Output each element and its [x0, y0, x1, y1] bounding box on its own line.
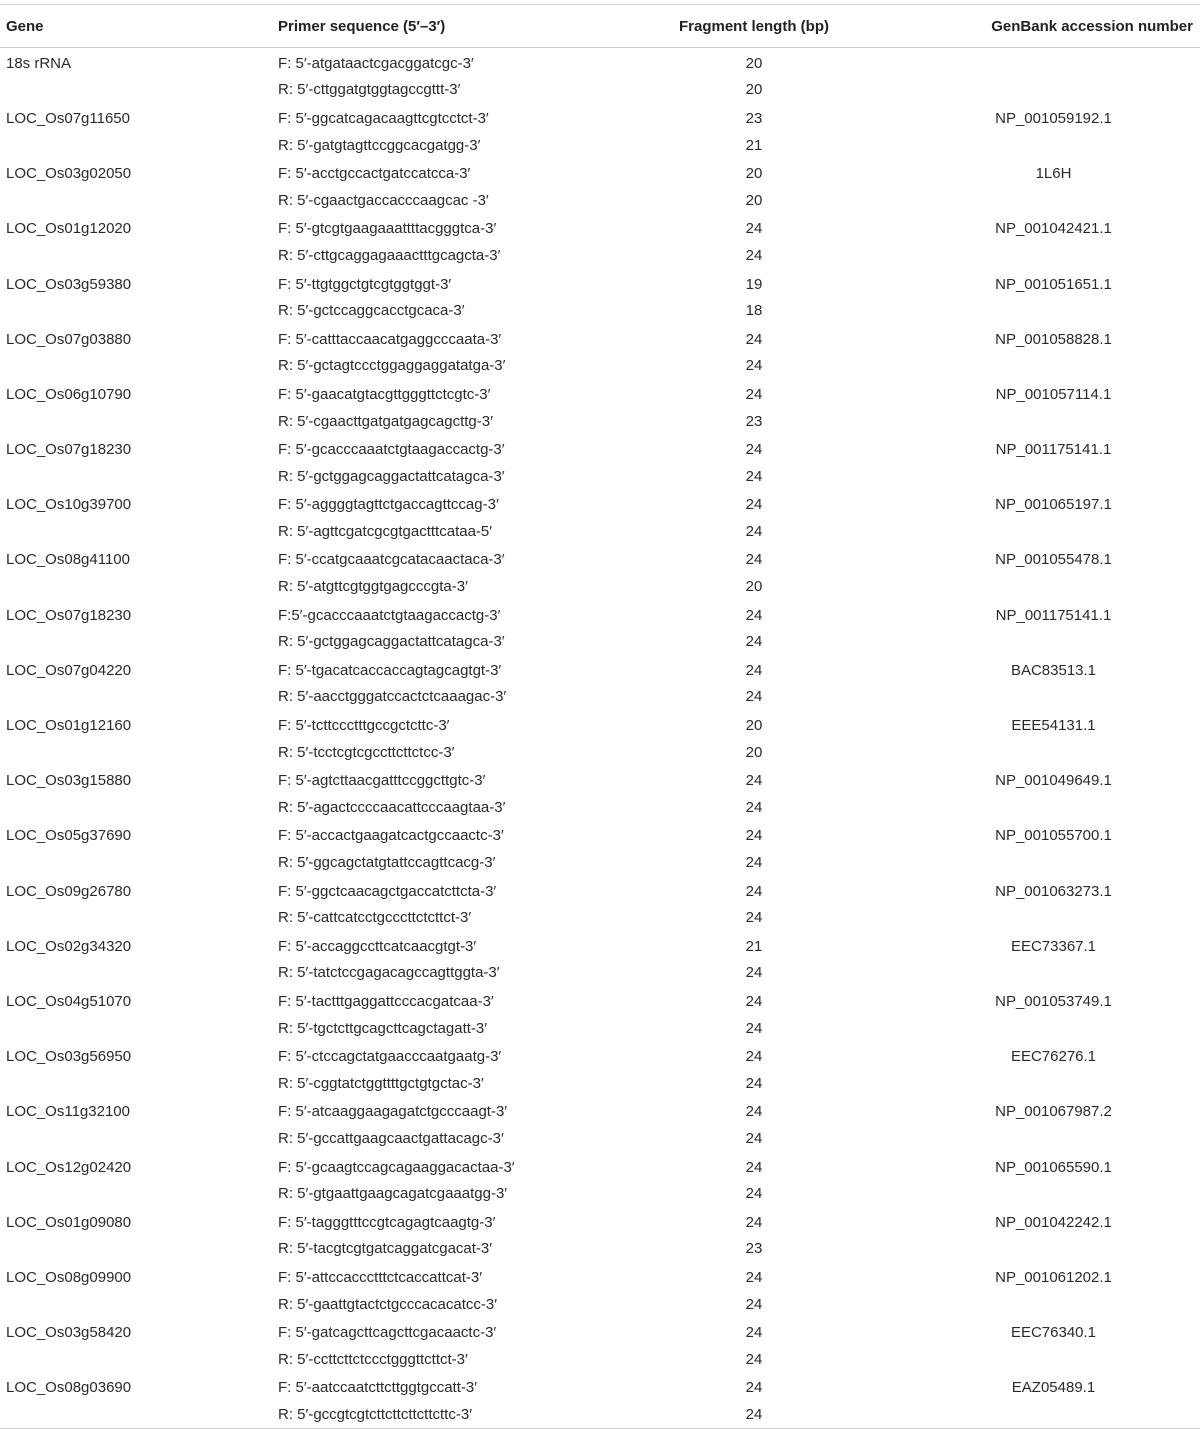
reverse-fragment-length: 20 — [745, 743, 763, 761]
reverse-fragment-length: 20 — [745, 191, 763, 209]
table-row — [0, 960, 1200, 987]
table-row — [0, 463, 1200, 490]
table-row — [0, 545, 1200, 574]
genbank-accession-empty — [863, 1291, 1200, 1318]
gene-name: LOC_Os12g02420 — [6, 1158, 132, 1176]
genbank-accession — [863, 48, 1200, 77]
gene-name-empty — [0, 684, 272, 711]
reverse-primer: R: 5′-cgaacttgatgatgagcagcttg-3′ — [278, 412, 493, 430]
table-row — [0, 490, 1200, 519]
genbank-accession: EEC76276.1 — [1010, 1048, 1097, 1066]
table-row — [0, 1291, 1200, 1318]
table-row — [0, 1070, 1200, 1097]
reverse-primer: R: 5′-gtgaattgaagcagatcgaaatgg-3′ — [278, 1185, 508, 1203]
reverse-fragment-length: 24 — [745, 909, 763, 927]
table-row — [0, 434, 1200, 463]
forward-primer: F: 5′-atgataactcgacggatcgc-3′ — [278, 54, 474, 72]
table-row — [0, 1152, 1200, 1181]
table-row — [0, 297, 1200, 324]
reverse-primer: R: 5′-agttcgatcgcgtgactttcataa-5′ — [278, 522, 493, 540]
gene-name-empty — [0, 1015, 272, 1042]
gene-name-empty — [0, 132, 272, 159]
forward-primer: F: 5′-gcacccaaatctgtaagaccactg-3′ — [278, 441, 505, 459]
forward-primer: F: 5′-ctccagctatgaacccaatgaatg-3′ — [278, 1048, 502, 1066]
forward-primer: F: 5′-ccatgcaaatcgcatacaactaca-3′ — [278, 551, 505, 569]
gene-name-empty — [0, 518, 272, 545]
table-row — [0, 214, 1200, 243]
table-row — [0, 739, 1200, 766]
genbank-accession-empty — [863, 573, 1200, 600]
forward-primer: F: 5′-attccaccctttctcaccattcat-3′ — [278, 1268, 483, 1286]
header-row — [0, 5, 1200, 48]
reverse-fragment-length: 20 — [745, 81, 763, 99]
forward-fragment-length: 20 — [745, 54, 763, 72]
reverse-fragment-length: 24 — [745, 1019, 763, 1037]
forward-fragment-length: 24 — [745, 1048, 763, 1066]
forward-fragment-length: 24 — [745, 385, 763, 403]
reverse-fragment-length: 23 — [745, 412, 763, 430]
forward-primer: F: 5′-catttaccaacatgaggcccaata-3′ — [278, 330, 502, 348]
table-row — [0, 931, 1200, 960]
forward-primer: F: 5′-accactgaagatcactgccaactc-3′ — [278, 827, 504, 845]
genbank-accession: NP_001049649.1 — [995, 772, 1112, 790]
reverse-fragment-length: 24 — [745, 522, 763, 540]
forward-fragment-length: 24 — [745, 661, 763, 679]
forward-fragment-length: 24 — [745, 1103, 763, 1121]
forward-primer: F: 5′-tagggtttccgtcagagtcaagtg-3′ — [278, 1213, 496, 1231]
forward-fragment-length: 24 — [745, 1268, 763, 1286]
table-row — [0, 573, 1200, 600]
table-row — [0, 408, 1200, 435]
gene-name: 18s rRNA — [6, 54, 72, 72]
forward-fragment-length: 24 — [745, 330, 763, 348]
forward-fragment-length: 20 — [745, 717, 763, 735]
header-fragment-length: Fragment length (bp) — [645, 5, 863, 48]
table-row — [0, 353, 1200, 380]
gene-name-empty — [0, 849, 272, 876]
table-header — [0, 5, 1200, 48]
table-row — [0, 821, 1200, 850]
table-row — [0, 986, 1200, 1015]
reverse-fragment-length: 24 — [745, 1185, 763, 1203]
header-genbank-accession: GenBank accession number — [863, 5, 1200, 48]
forward-fragment-length: 24 — [745, 1324, 763, 1342]
reverse-fragment-length: 21 — [745, 136, 763, 154]
genbank-accession: NP_001058828.1 — [995, 330, 1112, 348]
genbank-accession-empty — [863, 242, 1200, 269]
reverse-fragment-length: 24 — [745, 246, 763, 264]
table-row — [0, 48, 1200, 77]
reverse-fragment-length: 24 — [745, 1350, 763, 1368]
table-row — [0, 518, 1200, 545]
genbank-accession: NP_001067987.2 — [995, 1103, 1112, 1121]
genbank-accession: NP_001055478.1 — [995, 551, 1112, 569]
gene-name-empty — [0, 1401, 272, 1428]
reverse-fragment-length: 24 — [745, 1295, 763, 1313]
forward-primer: F: 5′-gtcgtgaagaaattttacgggtca-3′ — [278, 220, 497, 238]
gene-name: LOC_Os07g11650 — [6, 109, 130, 127]
gene-name: LOC_Os02g34320 — [6, 937, 132, 955]
reverse-primer: R: 5′-cttgcaggagaaactttgcagcta-3′ — [278, 246, 501, 264]
forward-fragment-length: 24 — [745, 772, 763, 790]
reverse-primer: R: 5′-gctagtccctggaggaggatatga-3′ — [278, 357, 506, 375]
genbank-accession: NP_001053749.1 — [995, 992, 1112, 1010]
forward-fragment-length: 21 — [745, 937, 763, 955]
reverse-primer: R: 5′-gccattgaagcaactgattacagc-3′ — [278, 1129, 504, 1147]
gene-name: LOC_Os03g02050 — [6, 165, 132, 183]
table-row — [0, 242, 1200, 269]
gene-name: LOC_Os08g09900 — [6, 1268, 132, 1286]
gene-name-empty — [0, 573, 272, 600]
reverse-primer: R: 5′-gctggagcaggactattcatagca-3′ — [278, 467, 505, 485]
gene-name-empty — [0, 1070, 272, 1097]
genbank-accession-empty — [863, 1180, 1200, 1207]
reverse-primer: R: 5′-tgctcttgcagcttcagctagatt-3′ — [278, 1019, 488, 1037]
genbank-accession-empty — [863, 518, 1200, 545]
forward-fragment-length: 24 — [745, 551, 763, 569]
forward-primer: F: 5′-ggctcaacagctgaccatcttcta-3′ — [278, 882, 497, 900]
table-row — [0, 1125, 1200, 1152]
forward-primer: F: 5′-acctgccactgatccatcca-3′ — [278, 165, 471, 183]
table-row — [0, 849, 1200, 876]
forward-primer: F: 5′-tcttccctttgccgctcttc-3′ — [278, 717, 450, 735]
primer-table — [0, 4, 1200, 1429]
table-row — [0, 1015, 1200, 1042]
genbank-accession: EAZ05489.1 — [1011, 1379, 1096, 1397]
gene-name-empty — [0, 463, 272, 490]
gene-name: LOC_Os07g18230 — [6, 606, 132, 624]
gene-name-empty — [0, 960, 272, 987]
table-row — [0, 904, 1200, 931]
forward-fragment-length: 24 — [745, 827, 763, 845]
gene-name: LOC_Os01g12020 — [6, 220, 132, 238]
table-row — [0, 1373, 1200, 1402]
genbank-accession: NP_001051651.1 — [995, 275, 1112, 293]
genbank-accession-empty — [863, 1015, 1200, 1042]
table-row — [0, 1097, 1200, 1126]
table-row — [0, 77, 1200, 104]
table-row — [0, 1317, 1200, 1346]
gene-name-empty — [0, 739, 272, 766]
reverse-primer: R: 5′-gctggagcaggactattcatagca-3′ — [278, 633, 505, 651]
table-row — [0, 655, 1200, 684]
forward-fragment-length: 20 — [745, 165, 763, 183]
genbank-accession-empty — [863, 297, 1200, 324]
genbank-accession-empty — [863, 1346, 1200, 1373]
forward-fragment-length: 19 — [745, 275, 763, 293]
gene-name-empty — [0, 628, 272, 655]
forward-primer: F: 5′-tactttgaggattcccacgatcaa-3′ — [278, 992, 494, 1010]
reverse-fragment-length: 24 — [745, 688, 763, 706]
genbank-accession-empty — [863, 132, 1200, 159]
genbank-accession-empty — [863, 353, 1200, 380]
genbank-accession: NP_001059192.1 — [995, 109, 1112, 127]
genbank-accession-empty — [863, 904, 1200, 931]
genbank-accession: NP_001065197.1 — [995, 496, 1112, 514]
gene-name-empty — [0, 408, 272, 435]
table-row — [0, 132, 1200, 159]
reverse-fragment-length: 24 — [745, 1074, 763, 1092]
gene-name: LOC_Os08g41100 — [6, 551, 130, 569]
reverse-primer: R: 5′-aacctgggatccactctcaaagac-3′ — [278, 688, 507, 706]
genbank-accession: NP_001065590.1 — [995, 1158, 1112, 1176]
forward-primer: F: 5′-tgacatcaccaccagtagcagtgt-3′ — [278, 661, 502, 679]
genbank-accession: EEC73367.1 — [1010, 937, 1097, 955]
reverse-fragment-length: 24 — [745, 798, 763, 816]
forward-primer: F: 5′-aatccaatcttcttggtgccatt-3′ — [278, 1379, 478, 1397]
gene-name: LOC_Os03g58420 — [6, 1324, 132, 1342]
genbank-accession-empty — [863, 1125, 1200, 1152]
gene-name: LOC_Os08g03690 — [6, 1379, 132, 1397]
table-row — [0, 710, 1200, 739]
genbank-accession-empty — [863, 849, 1200, 876]
genbank-accession: EEC76340.1 — [1010, 1324, 1097, 1342]
table-row — [0, 1346, 1200, 1373]
gene-name-empty — [0, 77, 272, 104]
reverse-primer: R: 5′-cttggatgtggtagccgttt-3′ — [278, 81, 461, 99]
table-row — [0, 1207, 1200, 1236]
reverse-primer: R: 5′-ggcagctatgtattccagttcacg-3′ — [278, 854, 496, 872]
genbank-accession-empty — [863, 1401, 1200, 1428]
forward-fragment-length: 24 — [745, 882, 763, 900]
gene-name: LOC_Os03g56950 — [6, 1048, 132, 1066]
forward-fragment-length: 24 — [745, 441, 763, 459]
gene-name: LOC_Os01g12160 — [6, 717, 132, 735]
gene-name: LOC_Os03g59380 — [6, 275, 132, 293]
genbank-accession-empty — [863, 77, 1200, 104]
forward-fragment-length: 24 — [745, 1158, 763, 1176]
forward-primer: F: 5′-gatcagcttcagcttcgacaactc-3′ — [278, 1324, 497, 1342]
table-row — [0, 269, 1200, 298]
reverse-primer: R: 5′-atgttcgtggtgagcccgta-3′ — [278, 578, 468, 596]
gene-name: LOC_Os01g09080 — [6, 1213, 132, 1231]
gene-name: LOC_Os05g37690 — [6, 827, 132, 845]
table-row — [0, 876, 1200, 905]
table-row — [0, 1262, 1200, 1291]
reverse-fragment-length: 24 — [745, 1405, 763, 1423]
genbank-accession-empty — [863, 463, 1200, 490]
genbank-accession-empty — [863, 408, 1200, 435]
gene-name-empty — [0, 904, 272, 931]
table-row — [0, 600, 1200, 629]
reverse-primer: R: 5′-ccttcttctccctgggttcttct-3′ — [278, 1350, 468, 1368]
table-row — [0, 1236, 1200, 1263]
reverse-fragment-length: 24 — [745, 357, 763, 375]
forward-primer: F:5′-gcacccaaatctgtaagaccactg-3′ — [278, 606, 501, 624]
gene-name-empty — [0, 242, 272, 269]
gene-name: LOC_Os07g03880 — [6, 330, 132, 348]
gene-name: LOC_Os07g04220 — [6, 661, 132, 679]
forward-fragment-length: 23 — [745, 109, 763, 127]
gene-name-empty — [0, 1236, 272, 1263]
table-row — [0, 1041, 1200, 1070]
forward-fragment-length: 24 — [745, 606, 763, 624]
gene-name: LOC_Os10g39700 — [6, 496, 132, 514]
table-row — [0, 1180, 1200, 1207]
genbank-accession-empty — [863, 187, 1200, 214]
reverse-primer: R: 5′-gctccaggcacctgcaca-3′ — [278, 302, 465, 320]
genbank-accession: BAC83513.1 — [1010, 661, 1097, 679]
reverse-primer: R: 5′-cggtatctggttttgctgtgctac-3′ — [278, 1074, 484, 1092]
forward-primer: F: 5′-gcaagtccagcagaaggacactaa-3′ — [278, 1158, 515, 1176]
forward-primer: F: 5′-agtcttaacgatttccggcttgtc-3′ — [278, 772, 486, 790]
reverse-primer: R: 5′-tcctcgtcgccttcttctcc-3′ — [278, 743, 455, 761]
reverse-fragment-length: 24 — [745, 467, 763, 485]
gene-name-empty — [0, 353, 272, 380]
gene-name: LOC_Os06g10790 — [6, 385, 132, 403]
header-gene: Gene — [0, 5, 272, 48]
genbank-accession: NP_001042421.1 — [995, 220, 1112, 238]
forward-primer: F: 5′-ggcatcagacaagttcgtcctct-3′ — [278, 109, 489, 127]
reverse-primer: R: 5′-agactccccaacattcccaagtaa-3′ — [278, 798, 506, 816]
genbank-accession: NP_001063273.1 — [995, 882, 1112, 900]
reverse-fragment-length: 24 — [745, 633, 763, 651]
gene-name-empty — [0, 794, 272, 821]
reverse-primer: R: 5′-gaattgtactctgcccacacatcc-3′ — [278, 1295, 498, 1313]
gene-name: LOC_Os04g51070 — [6, 992, 132, 1010]
gene-name: LOC_Os03g15880 — [6, 772, 132, 790]
forward-primer: F: 5′-ttgtggctgtcgtggtggt-3′ — [278, 275, 452, 293]
reverse-fragment-length: 18 — [745, 302, 763, 320]
table-row — [0, 379, 1200, 408]
genbank-accession-empty — [863, 628, 1200, 655]
genbank-accession: NP_001057114.1 — [995, 385, 1112, 403]
table-row — [0, 1401, 1200, 1428]
table-row — [0, 794, 1200, 821]
genbank-accession: NP_001175141.1 — [995, 606, 1112, 624]
genbank-accession-empty — [863, 794, 1200, 821]
forward-primer: F: 5′-atcaaggaagagatctgcccaagt-3′ — [278, 1103, 508, 1121]
table-row — [0, 628, 1200, 655]
reverse-primer: R: 5′-tacgtcgtgatcaggatcgacat-3′ — [278, 1240, 493, 1258]
forward-primer: F: 5′-aggggtagttctgaccagttccag-3′ — [278, 496, 499, 514]
genbank-accession: NP_001055700.1 — [995, 827, 1112, 845]
genbank-accession-empty — [863, 739, 1200, 766]
primer-table-container — [0, 4, 1200, 1429]
reverse-primer: R: 5′-cattcatcctgcccttctcttct-3′ — [278, 909, 472, 927]
genbank-accession-empty — [863, 1070, 1200, 1097]
gene-name-empty — [0, 297, 272, 324]
reverse-fragment-length: 20 — [745, 578, 763, 596]
gene-name: LOC_Os07g18230 — [6, 441, 132, 459]
genbank-accession-empty — [863, 1236, 1200, 1263]
genbank-accession: 1L6H — [1035, 165, 1072, 183]
reverse-primer: R: 5′-cgaactgaccacccaagcac -3′ — [278, 191, 489, 209]
genbank-accession: NP_001042242.1 — [995, 1213, 1112, 1231]
table-row — [0, 684, 1200, 711]
reverse-fragment-length: 24 — [745, 1129, 763, 1147]
forward-fragment-length: 24 — [745, 1213, 763, 1231]
table-body — [0, 48, 1200, 1429]
table-row — [0, 158, 1200, 187]
forward-fragment-length: 24 — [745, 992, 763, 1010]
genbank-accession: NP_001175141.1 — [995, 441, 1112, 459]
gene-name-empty — [0, 1346, 272, 1373]
gene-name: LOC_Os09g26780 — [6, 882, 132, 900]
gene-name: LOC_Os11g32100 — [6, 1103, 130, 1121]
gene-name-empty — [0, 187, 272, 214]
gene-name-empty — [0, 1125, 272, 1152]
genbank-accession-empty — [863, 684, 1200, 711]
forward-primer: F: 5′-accaggccttcatcaacgtgt-3′ — [278, 937, 477, 955]
forward-fragment-length: 24 — [745, 496, 763, 514]
reverse-fragment-length: 24 — [745, 964, 763, 982]
reverse-primer: R: 5′-gatgtagttccggcacgatgg-3′ — [278, 136, 481, 154]
reverse-primer: R: 5′-tatctccgagacagccagttggta-3′ — [278, 964, 500, 982]
gene-name-empty — [0, 1180, 272, 1207]
genbank-accession-empty — [863, 960, 1200, 987]
table-row — [0, 765, 1200, 794]
reverse-fragment-length: 23 — [745, 1240, 763, 1258]
reverse-fragment-length: 24 — [745, 854, 763, 872]
genbank-accession: EEE54131.1 — [1011, 717, 1096, 735]
gene-name-empty — [0, 1291, 272, 1318]
table-row — [0, 187, 1200, 214]
table-row — [0, 103, 1200, 132]
forward-fragment-length: 24 — [745, 1379, 763, 1397]
forward-fragment-length: 24 — [745, 220, 763, 238]
table-row — [0, 324, 1200, 353]
header-primer-sequence: Primer sequence (5′–3′) — [272, 5, 645, 48]
reverse-primer: R: 5′-gccgtcgtcttcttcttcttcttc-3′ — [278, 1405, 473, 1423]
genbank-accession: NP_001061202.1 — [995, 1268, 1112, 1286]
forward-primer: F: 5′-gaacatgtacgttgggttctcgtc-3′ — [278, 385, 491, 403]
